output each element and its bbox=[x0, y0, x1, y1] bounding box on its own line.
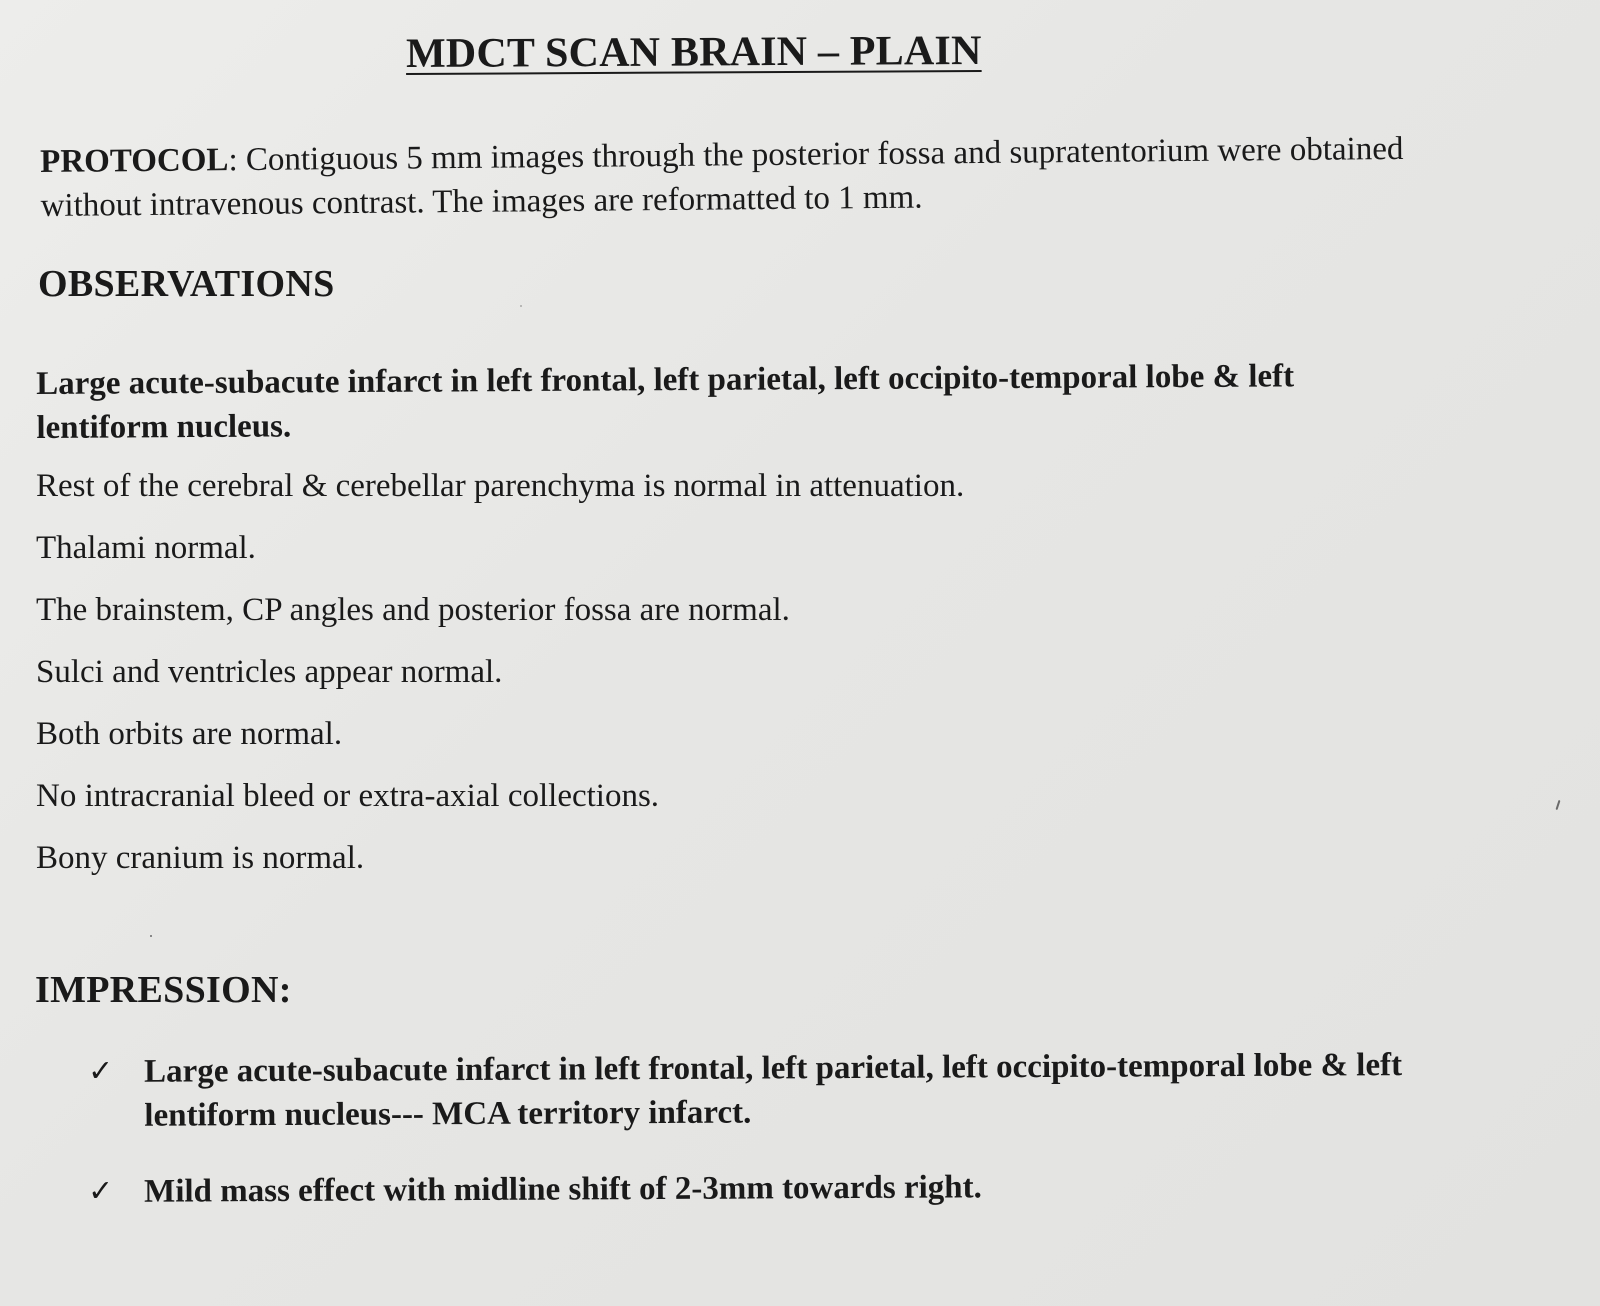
paper-speck bbox=[520, 305, 522, 307]
observation-lead-finding bbox=[36, 354, 1294, 450]
observation-item-bleed: No intracranial bleed or extra-axial collections. bbox=[36, 778, 660, 814]
report-title: MDCT SCAN BRAIN – PLAIN bbox=[405, 27, 982, 77]
checkmark-icon: ✓ bbox=[88, 1053, 114, 1089]
observation-item-brainstem: The brainstem, CP angles and posterior fossa are normal. bbox=[36, 592, 790, 628]
observation-item-orbits: Both orbits are normal. bbox=[36, 716, 343, 752]
protocol-label: PROTOCOL bbox=[40, 142, 229, 180]
impression-heading: IMPRESSION: bbox=[35, 969, 292, 1011]
impression-item-text bbox=[144, 1165, 982, 1213]
impression-item-line-2: lentiform nucleus--- MCA territory infarct. bbox=[144, 1094, 752, 1134]
protocol-line-2: without intravenous contrast. The images are reformatted to 1 mm. bbox=[40, 179, 923, 224]
checkmark-icon: ✓ bbox=[88, 1173, 114, 1209]
protocol-paragraph bbox=[40, 125, 1571, 228]
impression-item-line-1: Large acute-subacute infarct in left frontal, left parietal, left occipito-temporal lobe & left bbox=[144, 1047, 1403, 1090]
observation-item-parenchyma: Rest of the cerebral & cerebellar parenchyma is normal in attenuation. bbox=[36, 468, 965, 504]
observation-item-sulci: Sulci and ventricles appear normal. bbox=[36, 654, 503, 690]
paper-speck bbox=[150, 935, 152, 937]
impression-item-line-1: Mild mass effect with midline shift of 2-3mm towards right. bbox=[144, 1169, 982, 1210]
observation-lead-line-1: Large acute-subacute infarct in left frontal, left parietal, left occipito-temporal lobe & left bbox=[36, 358, 1295, 402]
impression-item-text bbox=[144, 1043, 1402, 1138]
observation-item-cranium: Bony cranium is normal. bbox=[36, 840, 365, 876]
observation-item-thalami: Thalami normal. bbox=[36, 530, 256, 566]
paper-speck bbox=[1556, 800, 1561, 810]
observations-heading: OBSERVATIONS bbox=[38, 263, 335, 305]
observation-lead-line-2: lentiform nucleus. bbox=[36, 408, 292, 446]
protocol-text-1: : Contiguous 5 mm images through the posterior fossa and supratentorium were obtained bbox=[228, 130, 1404, 179]
